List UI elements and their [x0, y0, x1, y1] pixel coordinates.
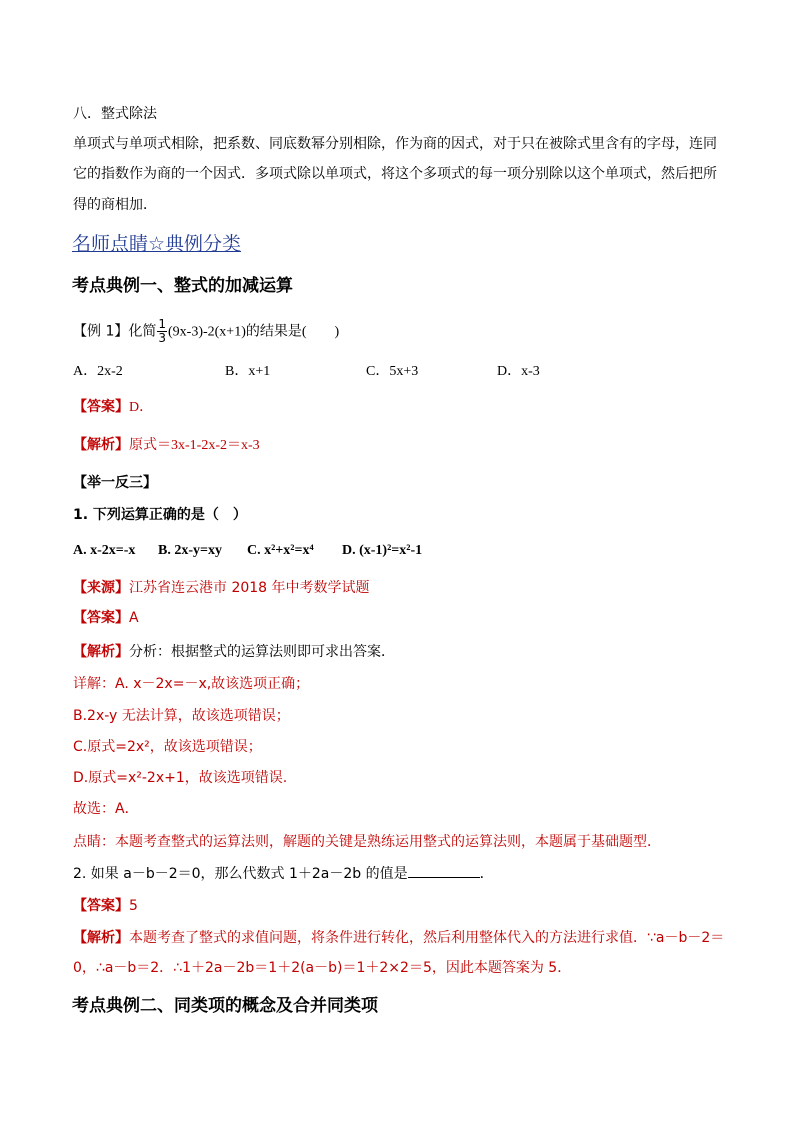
option-c: C．5x+3 — [366, 364, 419, 379]
analysis-label: 【解析】 — [73, 930, 129, 946]
q1-detail-line: 详解：A. x－2x=－x,故该选项正确； — [73, 676, 310, 692]
paragraph-line: 得的商相加． — [73, 197, 157, 213]
example-1-analysis — [73, 435, 260, 456]
q1-answer — [73, 608, 139, 628]
answer-value: 5 — [129, 898, 138, 914]
section-title: 八．整式除法 — [73, 106, 157, 122]
example-label: 【例 1】 — [73, 323, 129, 340]
answer-value: D． — [129, 400, 154, 415]
q1-detail-line: B.2x-y 无法计算，故该选项错误； — [73, 708, 290, 724]
topic-heading-1: 考点典例一、整式的加减运算 — [72, 276, 293, 296]
analysis-label: 【解析】 — [73, 644, 129, 660]
fraction — [157, 318, 167, 345]
q1-option-b: B. 2x-y=xy — [158, 543, 222, 558]
q1-option-a: A. x-2x=-x — [73, 543, 136, 558]
answer-blank[interactable] — [408, 863, 480, 878]
fraction-denominator: 3 — [158, 331, 166, 345]
q2-analysis — [73, 928, 724, 948]
question-2-stem — [73, 863, 494, 884]
analysis-value: 分析：根据整式的运算法则即可求出答案． — [129, 644, 395, 660]
option-b: B．x+1 — [225, 364, 271, 379]
question-text: 2. 如果 a－b－2＝0，那么代数式 1＋2a－2b 的值是 — [73, 866, 408, 882]
q1-option-d: D. (x-1)²=x²-1 — [342, 543, 423, 558]
source-label: 【来源】 — [73, 580, 129, 596]
drill-label: 【举一反三】 — [73, 475, 157, 491]
answer-label: 【答案】 — [73, 399, 129, 415]
section-heading-link[interactable]: 名师点睛☆典例分类 — [72, 233, 242, 255]
analysis-value: 原式＝3x-1-2x-2＝x-3 — [129, 438, 260, 453]
analysis-text: 本题考查了整式的求值问题，将条件进行转化，然后利用整体代入的方法进行求值．∵a－b－2＝ — [129, 930, 725, 946]
paragraph-line: 它的指数作为商的一个因式．多项式除以单项式，将这个多项式的每一项分别除以这个单项式，然后把所 — [73, 166, 717, 182]
example-1-question — [73, 318, 339, 346]
example-1-answer — [73, 397, 153, 418]
q1-option-c: C. x²+x²=x⁴ — [247, 543, 314, 558]
q1-source — [73, 578, 370, 598]
question-text: (9x-3)-2(x+1)的结果是( ) — [168, 324, 340, 340]
source-value: 江苏省连云港市 2018 年中考数学试题 — [129, 580, 370, 596]
q1-detail-line: C.原式=2x²，故该选项错误； — [73, 739, 262, 755]
q2-answer — [73, 896, 138, 916]
q1-note: 点睛：本题考查整式的运算法则，解题的关键是熟练运用整式的运算法则，本题属于基础题型． — [73, 834, 661, 850]
paragraph-line: 单项式与单项式相除，把系数、同底数幂分别相除，作为商的因式，对于只在被除式里含有的字母，连同 — [73, 136, 717, 152]
question-text: 化简 — [128, 323, 157, 340]
option-a: A．2x-2 — [73, 364, 123, 379]
fraction-numerator: 1 — [158, 317, 166, 331]
q2-analysis-line: 0，∴a－b＝2．∴1＋2a－2b＝1＋2(a－b)＝1＋2×2＝5，因此本题答案为 5． — [73, 960, 572, 976]
answer-label: 【答案】 — [73, 610, 129, 626]
analysis-label: 【解析】 — [73, 437, 129, 453]
answer-value: A — [129, 610, 139, 626]
q1-detail-line: D.原式=x²-2x+1，故该选项错误. — [73, 770, 288, 786]
option-d: D．x-3 — [497, 364, 540, 379]
topic-heading-2: 考点典例二、同类项的概念及合并同类项 — [72, 996, 378, 1016]
q1-analysis — [73, 642, 395, 662]
answer-label: 【答案】 — [73, 898, 129, 914]
question-text: ． — [479, 866, 494, 882]
question-1-stem: 1. 下列运算正确的是（ ） — [73, 507, 247, 523]
q1-detail-line: 故选：A． — [73, 801, 139, 817]
